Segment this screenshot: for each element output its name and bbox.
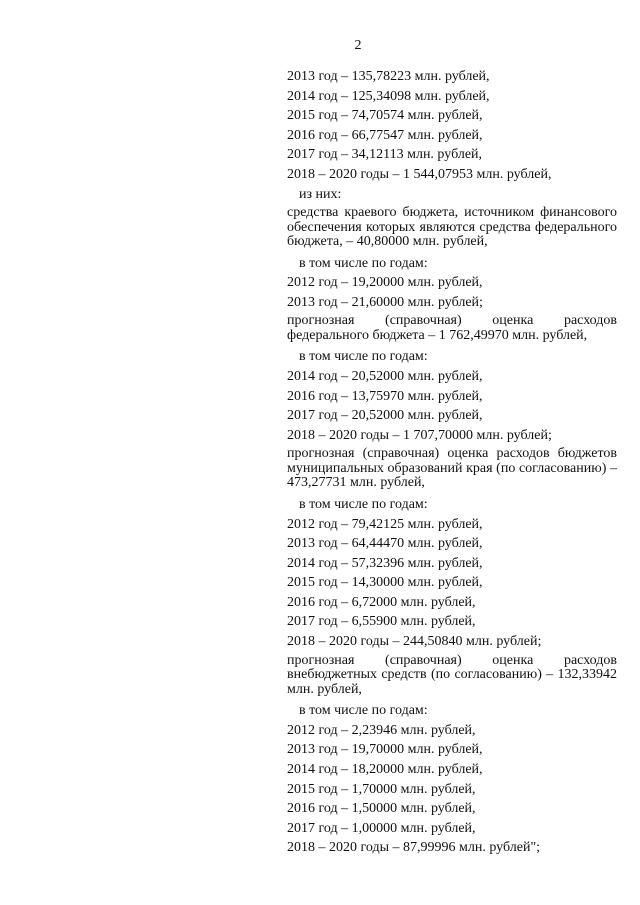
funding-line: 2014 год – 57,32396 млн. рублей, — [287, 555, 483, 571]
text-paragraph: прогнозная (справочная) оценка расходов федерального бюджета – 1 762,49970 млн. рублей, — [287, 313, 617, 343]
funding-line: 2013 год – 64,44470 млн. рублей, — [287, 536, 483, 552]
text-paragraph: прогнозная (справочная) оценка расходов внебюджетных средств (по согласованию) – 132,33942 млн. рублей, — [287, 652, 617, 697]
text-paragraph: средства краевого бюджета, источником финансового обеспечения которых являются средства федерального бюджета, – 40,80000 млн. рублей, — [287, 205, 617, 250]
funding-line: 2015 год – 1,70000 млн. рублей, — [287, 781, 476, 797]
text-paragraph: прогнозная (справочная) оценка расходов бюджетов муниципальных образований края (по согласованию) – 473,27731 млн. рублей, — [287, 446, 617, 491]
funding-line: 2012 год – 2,23946 млн. рублей, — [287, 722, 476, 738]
funding-line: 2018 – 2020 годы – 1 544,07953 млн. рублей, — [287, 166, 552, 182]
section-lead-in: в том числе по годам: — [299, 496, 428, 512]
funding-line: 2014 год – 18,20000 млн. рублей, — [287, 761, 483, 777]
funding-line: 2018 – 2020 годы – 244,50840 млн. рублей; — [287, 634, 542, 650]
funding-line: 2016 год – 1,50000 млн. рублей, — [287, 801, 476, 817]
funding-line: 2018 – 2020 годы – 1 707,70000 млн. рублей; — [287, 427, 552, 443]
document-body — [287, 67, 617, 858]
funding-line: 2016 год – 6,72000 млн. рублей, — [287, 594, 476, 610]
funding-line: 2017 год – 6,55900 млн. рублей, — [287, 614, 476, 630]
section-lead-in: в том числе по годам: — [299, 255, 428, 271]
funding-line: 2012 год – 19,20000 млн. рублей, — [287, 275, 483, 291]
funding-line: 2016 год – 13,75970 млн. рублей, — [287, 388, 483, 404]
funding-line: 2017 год – 34,12113 млн. рублей, — [287, 147, 483, 163]
funding-line: 2015 год – 14,30000 млн. рублей, — [287, 575, 483, 591]
funding-line: 2016 год – 66,77547 млн. рублей, — [287, 127, 483, 143]
funding-line: 2017 год – 1,00000 млн. рублей, — [287, 820, 476, 836]
funding-line: 2013 год – 21,60000 млн. рублей; — [287, 294, 483, 310]
funding-line: 2013 год – 135,78223 млн. рублей, — [287, 69, 490, 84]
funding-line: 2014 год – 20,52000 млн. рублей, — [287, 369, 483, 385]
page-number: 2 — [354, 38, 362, 53]
funding-line: 2018 – 2020 годы – 87,99996 млн. рублей"; — [287, 840, 541, 856]
funding-line: 2012 год – 79,42125 млн. рублей, — [287, 516, 483, 532]
section-lead-in: из них: — [299, 186, 342, 202]
section-lead-in: в том числе по годам: — [299, 349, 428, 365]
funding-line: 2017 год – 20,52000 млн. рублей, — [287, 408, 483, 424]
funding-line: 2015 год – 74,70574 млн. рублей, — [287, 108, 483, 124]
funding-line: 2013 год – 19,70000 млн. рублей, — [287, 742, 483, 758]
funding-line: 2014 год – 125,34098 млн. рублей, — [287, 88, 490, 104]
section-lead-in: в том числе по годам: — [299, 703, 428, 719]
